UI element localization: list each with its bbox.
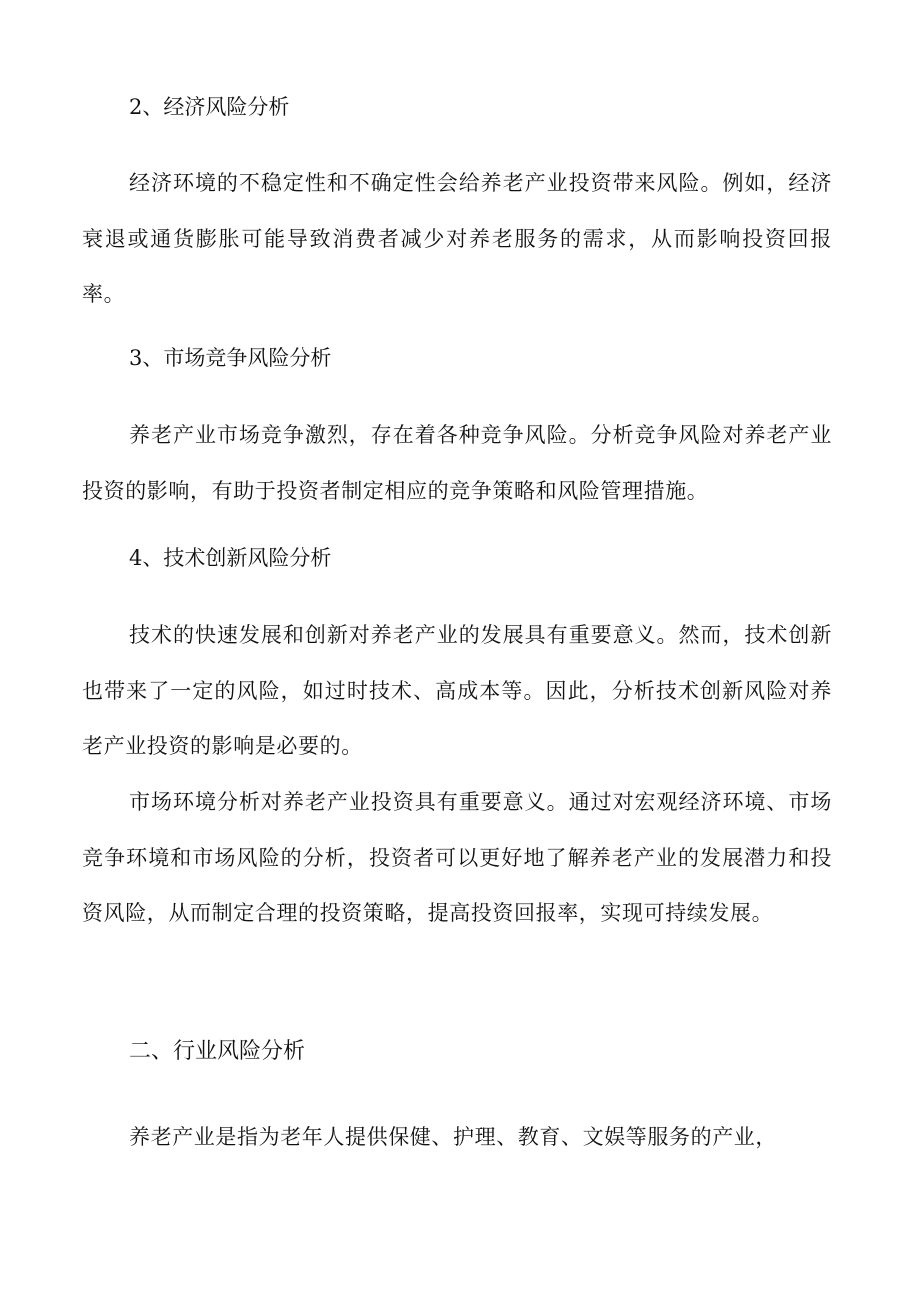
paragraph-economic-risk: 经济环境的不稳定性和不确定性会给养老产业投资带来风险。例如，经济衰退或通货膨胀可能导致消费者减少对养老服务的需求，从而影响投资回报率。	[82, 171, 832, 306]
subheading-market-competition-risk: 3、市场竞争风险分析	[129, 346, 332, 370]
paragraph-market-environment-summary: 市场环境分析对养老产业投资具有重要意义。通过对宏观经济环境、市场竞争环境和市场风险的分析，投资者可以更好地了解养老产业的发展潜力和投资风险，从而制定合理的投资策略，提高投资回报率，实现可持续发展。	[82, 790, 832, 925]
paragraph-tech-innovation-risk: 技术的快速发展和创新对养老产业的发展具有重要意义。然而，技术创新也带来了一定的风险，如过时技术、高成本等。因此，分析技术创新风险对养老产业投资的影响是必要的。	[82, 623, 832, 758]
subheading-tech-innovation-risk: 4、技术创新风险分析	[129, 546, 332, 570]
subheading-economic-risk: 2、经济风险分析	[129, 95, 290, 119]
paragraph-market-competition-risk: 养老产业市场竞争激烈，存在着各种竞争风险。分析竞争风险对养老产业投资的影响，有助于投资者制定相应的竞争策略和风险管理措施。	[82, 423, 832, 503]
paragraph-industry-definition: 养老产业是指为老年人提供保健、护理、教育、文娱等服务的产业，	[129, 1125, 777, 1149]
section-heading-industry-risk: 二、行业风险分析	[129, 1039, 306, 1064]
